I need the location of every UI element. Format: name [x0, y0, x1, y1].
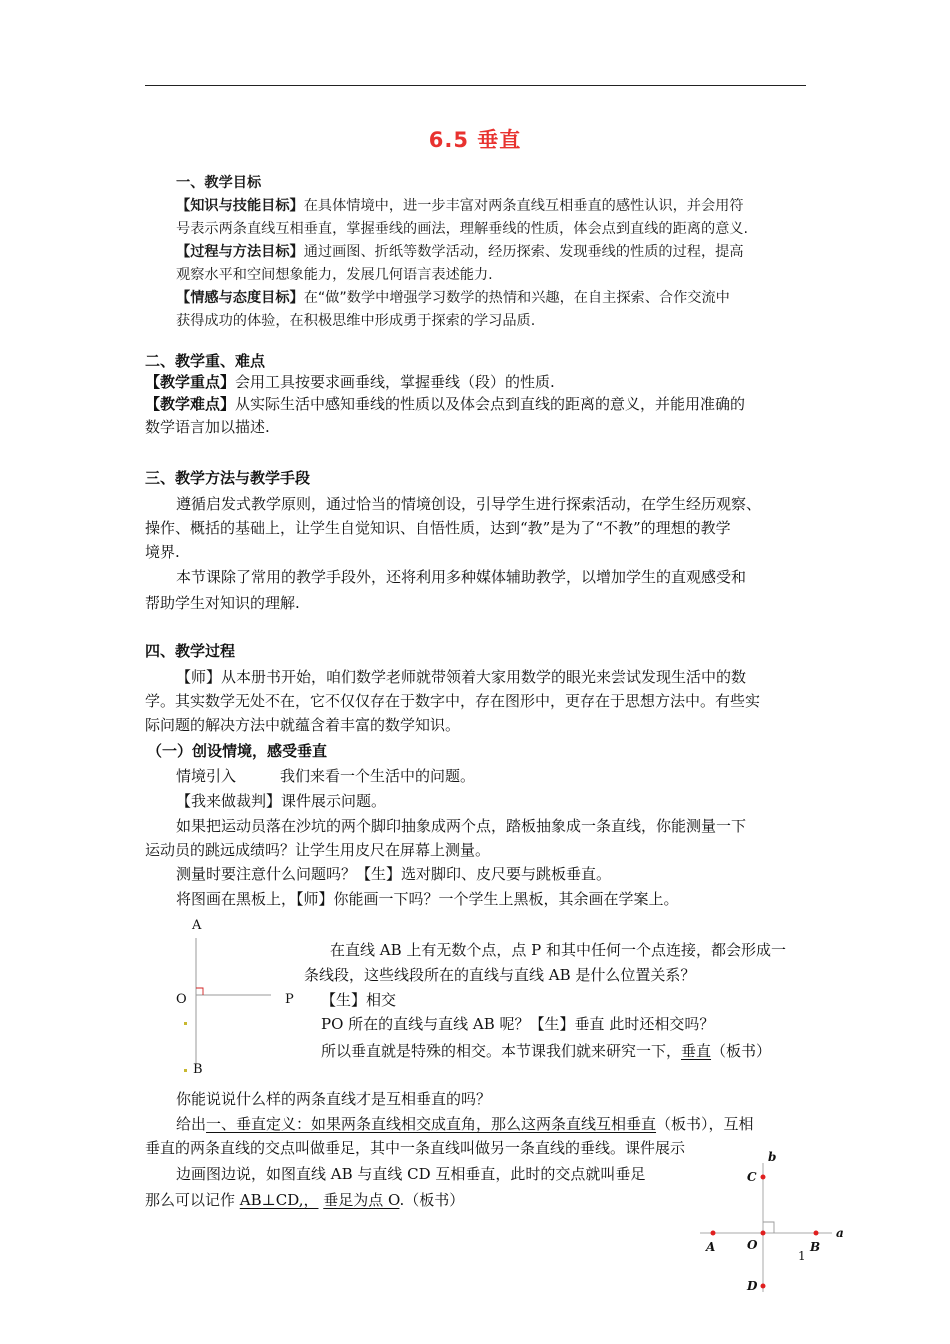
notation-suffix: .（板书）	[399, 1191, 465, 1209]
key-point-tag: 【教学重点】	[145, 373, 236, 391]
method-para-2-line-1: 本节课除了常用的教学手段外，还将利用多种媒体辅助教学，以增加学生的直观感受和	[176, 568, 747, 586]
answer-1: 【生】相交	[321, 991, 397, 1009]
scene-intro-label: 情境引入	[176, 767, 237, 785]
fig2-label-c: C	[747, 1170, 757, 1184]
jump-line-1: 如果把运动员落在沙坑的两个脚印抽象成两个点，踏板抽象成一条直线，你能测量一下	[176, 817, 747, 835]
fig2-label-d: D	[747, 1279, 758, 1293]
method-para-2-line-2: 帮助学生对知识的理解.	[145, 594, 300, 612]
key-point-text: 会用工具按要求画垂线，掌握垂线（段）的性质.	[235, 373, 555, 391]
section-2-heading: 二、教学重、难点	[145, 352, 266, 370]
fig1-label-b: B	[193, 1062, 203, 1077]
definition-line-1	[176, 1114, 754, 1134]
knowledge-goal-line-1	[176, 196, 744, 216]
point-a	[711, 1231, 716, 1236]
right-angle-mark	[196, 988, 203, 995]
judge-line: 【我来做裁判】课件展示问题。	[176, 792, 387, 810]
definition-underlined: 一、垂直定义：如果两条直线相交成直角，那么这两条直线互相垂直	[206, 1115, 657, 1133]
intro-line-2: 学。其实数学无处不在，它不仅仅存在于数字中，存在图形中，更存在于思想方法中。有些实	[145, 692, 761, 710]
point-c	[761, 1175, 766, 1180]
point-d	[761, 1284, 766, 1289]
emotion-goal-tag: 【情感与态度目标】	[176, 290, 304, 306]
fig2-label-o: O	[747, 1238, 758, 1252]
section-4-heading: 四、教学过程	[145, 642, 236, 660]
scene-intro-text: 我们来看一个生活中的问题。	[280, 767, 476, 785]
notation-underlined-2: 垂足为点 O	[323, 1191, 400, 1209]
notation-prefix: 那么可以记作	[145, 1191, 240, 1209]
draw-line: 边画图边说，如图直线 AB 与直线 CD 互相垂直，此时的交点就叫垂足	[176, 1165, 646, 1183]
key-point-line	[145, 372, 555, 392]
definition-prefix: 给出	[176, 1115, 207, 1133]
ask-line: 你能说说什么样的两条直线才是互相垂直的吗？	[176, 1090, 492, 1108]
section-3-heading: 三、教学方法与教学手段	[145, 469, 311, 487]
header-rule	[145, 85, 806, 86]
difficulty-line-2: 数学语言加以描述.	[145, 418, 270, 436]
conclusion-underlined: 垂直	[681, 1042, 712, 1060]
method-para-1-line-1: 遵循启发式教学原则，通过恰当的情境创设，引导学生进行探索活动，在学生经历观察、	[176, 495, 762, 513]
knowledge-goal-text: 在具体情境中，进一步丰富对两条直线互相垂直的感性认识，并会用符	[303, 198, 744, 214]
intro-line-1: 【师】从本册书开始，咱们数学老师就带领着大家用数学的眼光来尝试发现生活中的数	[176, 668, 747, 686]
scene-intro-line	[176, 766, 475, 786]
page-title: 6.5 垂直	[428, 128, 522, 152]
fig1-label-p: P	[285, 992, 294, 1007]
dot-mark-1	[184, 1022, 187, 1025]
method-para-1-line-2: 操作、概括的基础上，让学生自觉知识、自悟性质，达到“教”是为了“不教”的理想的教学	[145, 519, 731, 537]
definition-line-2: 垂直的两条直线的交点叫做垂足，其中一条直线叫做另一条直线的垂线。课件展示	[145, 1139, 686, 1157]
question-1-line-2: 条线段，这些线段所在的直线与直线 AB 是什么位置关系？	[304, 966, 696, 984]
right-angle-mark-2	[763, 1222, 774, 1233]
point-o	[761, 1231, 766, 1236]
process-goal-line-2: 观察水平和空间想象能力，发展几何语言表述能力.	[176, 267, 493, 283]
subsection-1-heading: （一）创设情境，感受垂直	[147, 742, 328, 760]
fig2-label-a-line: a	[836, 1226, 844, 1240]
difficulty-text: 从实际生活中感知垂线的性质以及体会点到直线的距离的意义，并能用准确的	[235, 395, 746, 413]
process-goal-line-1	[176, 242, 744, 262]
conclusion-text: 所以垂直就是特殊的相交。本节课我们就来研究一下，	[321, 1042, 682, 1060]
dot-mark-2	[184, 1069, 187, 1072]
process-goal-text: 通过画图、折纸等数学活动，经历探索、发现垂线的性质的过程，提高	[303, 244, 744, 260]
jump-line-2: 运动员的跳远成绩吗？让学生用皮尺在屏幕上测量。	[145, 841, 491, 859]
conclusion-board-note: （板书）	[711, 1042, 772, 1060]
intro-line-3: 际问题的解决方法中就蕴含着丰富的数学知识。	[145, 716, 461, 734]
conclusion-line	[321, 1041, 771, 1061]
emotion-goal-text: 在“做”数学中增强学习数学的热情和兴趣，在自主探索、合作交流中	[303, 290, 730, 306]
notation-underlined-1: AB⊥CD,，	[239, 1191, 319, 1209]
fig2-label-b-line: b	[768, 1150, 777, 1164]
method-para-1-line-3: 境界.	[145, 543, 180, 561]
definition-suffix: （板书），互相	[656, 1115, 754, 1133]
point-b	[814, 1231, 819, 1236]
question-2: PO 所在的直线与直线 AB 呢？【生】垂直 此时还相交吗？	[321, 1015, 715, 1033]
process-goal-tag: 【过程与方法目标】	[176, 244, 304, 260]
attention-line: 测量时要注意什么问题吗？【生】选对脚印、皮尺要与跳板垂直。	[176, 865, 612, 883]
question-1-line-1: 在直线 AB 上有无数个点，点 P 和其中任何一个点连接，都会形成一	[330, 941, 787, 959]
section-1-heading: 一、教学目标	[176, 175, 262, 191]
fig2-label-a: A	[706, 1240, 716, 1254]
board-line: 将图画在黑板上，【师】你能画一下吗？一个学生上黑板，其余画在学案上。	[176, 890, 679, 908]
knowledge-goal-line-2: 号表示两条直线互相垂直，掌握垂线的画法，理解垂线的性质，体会点到直线的距离的意义.	[176, 221, 749, 237]
fig2-label-b: B	[810, 1240, 821, 1254]
emotion-goal-line-2: 获得成功的体验，在积极思维中形成勇于探索的学习品质.	[176, 313, 536, 329]
fig1-label-o: O	[176, 992, 187, 1007]
notation-line	[145, 1190, 464, 1210]
emotion-goal-line-1	[176, 288, 730, 308]
difficulty-line-1	[145, 394, 745, 414]
knowledge-goal-tag: 【知识与技能目标】	[176, 198, 304, 214]
difficulty-tag: 【教学难点】	[145, 395, 236, 413]
fig1-label-a: A	[192, 918, 202, 933]
page-number: 1	[798, 1249, 806, 1263]
